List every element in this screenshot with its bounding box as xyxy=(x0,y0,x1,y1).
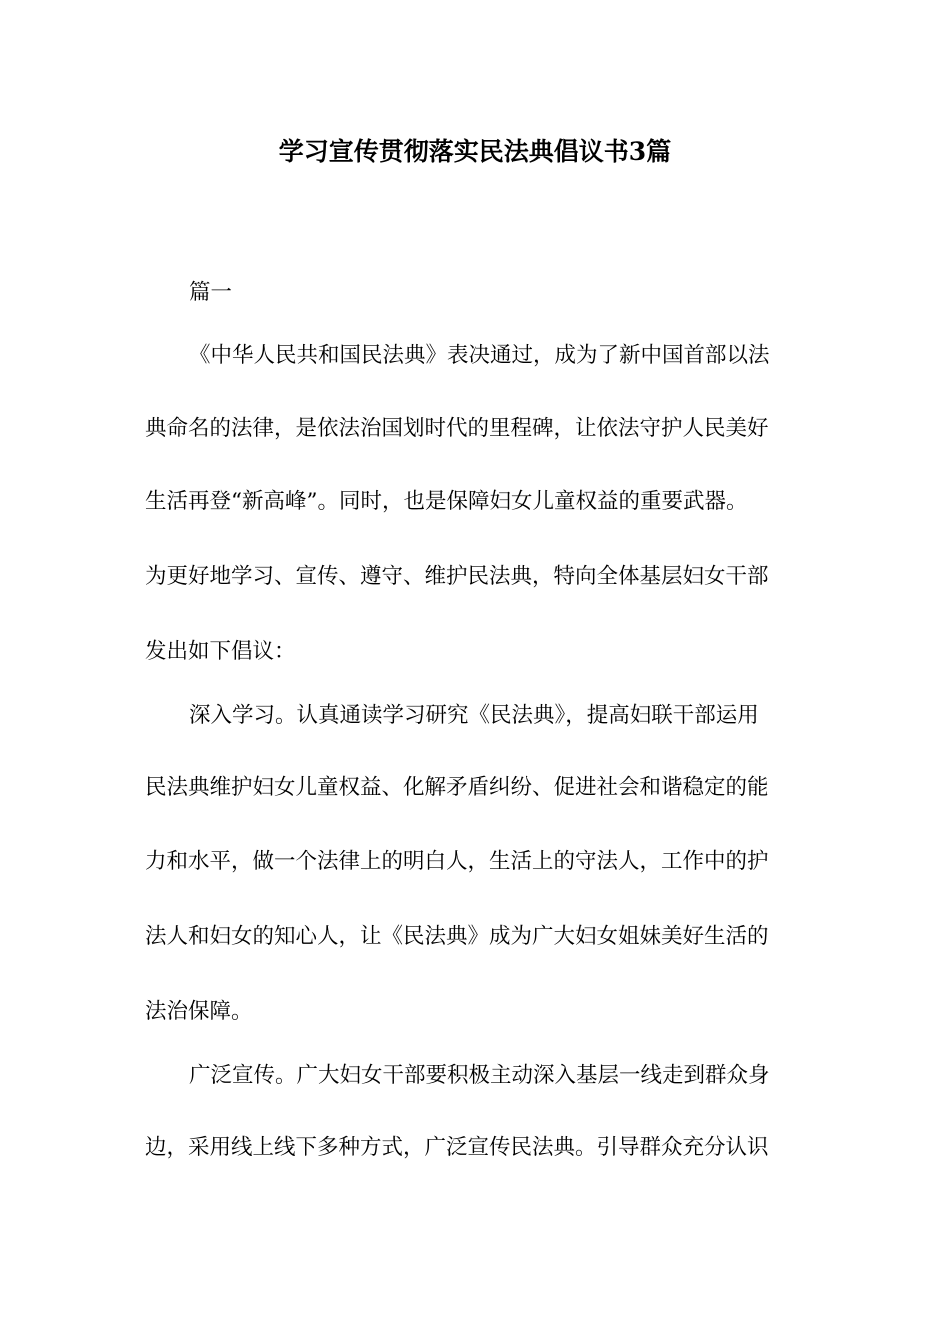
paragraph-line: 《中华人民共和国民法典》表决通过，成为了新中国首部以法 xyxy=(189,343,770,368)
paragraph-line: 为更好地学习、宣传、遵守、维护民法典，特向全体基层妇女干部 xyxy=(145,564,769,589)
paragraph-line: 边，采用线上线下多种方式，广泛宣传民法典。引导群众充分认识 xyxy=(145,1135,769,1160)
paragraph-line: 力和水平，做一个法律上的明白人，生活上的守法人，工作中的护 xyxy=(145,849,769,874)
paragraph-line: 法人和妇女的知心人，让《民法典》成为广大妇女姐妹美好生活的 xyxy=(145,924,769,949)
paragraph-line: 生活再登“新高峰”。同时，也是保障妇女儿童权益的重要武器。 xyxy=(145,489,748,514)
document-title: 学习宣传贯彻落实民法典倡议书3篇 xyxy=(278,137,672,166)
paragraph-line: 深入学习。认真通读学习研究《民法典》，提高妇联干部运用 xyxy=(189,703,759,728)
section-heading: 篇一 xyxy=(189,280,233,305)
paragraph-line: 民法典维护妇女儿童权益、化解矛盾纠纷、促进社会和谐稳定的能 xyxy=(145,775,769,800)
paragraph-line: 法治保障。 xyxy=(145,999,253,1024)
paragraph-line: 发出如下倡议： xyxy=(145,639,296,664)
paragraph-line: 广泛宣传。广大妇女干部要积极主动深入基层一线走到群众身 xyxy=(189,1063,770,1088)
paragraph-line: 典命名的法律，是依法治国划时代的里程碑，让依法守护人民美好 xyxy=(145,416,769,441)
